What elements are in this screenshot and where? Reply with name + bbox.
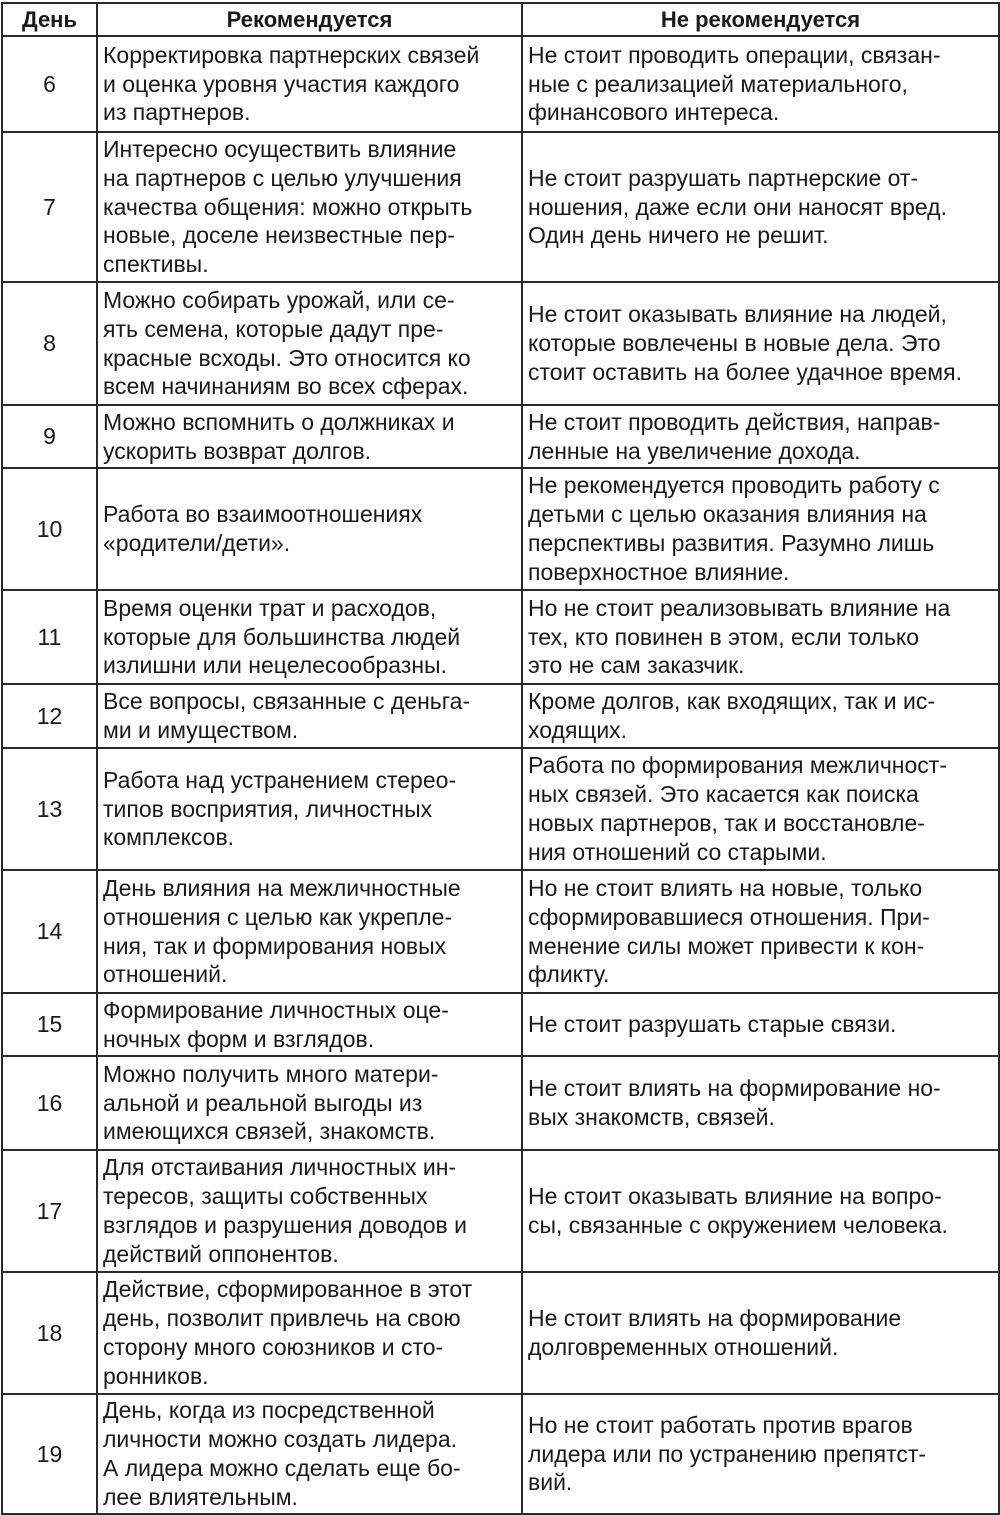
day-cell: 18 (2, 1272, 97, 1394)
table-row (2, 1150, 999, 1272)
not-recommended-cell: Не стоит разрушать старые связи. (522, 993, 999, 1056)
recommended-cell: День, когда из посредственной личности можно создать лидера. А лидера можно сделать еще бо- лее влиятельным. (97, 1394, 522, 1514)
day-cell: 12 (2, 684, 97, 748)
column-header-day: День (2, 3, 97, 36)
not-recommended-cell: Не стоит проводить операции, связан- ные с реализацией материального, финансового интереса. (522, 36, 999, 132)
table-row (2, 1056, 999, 1150)
not-recommended-cell: Не стоит разрушать партнерские от- ношения, даже если они наносят вред. Один день ничего не решит. (522, 132, 999, 282)
recommended-cell: Действие, сформированное в этот день, позволит привлечь на свою сторону много союзников и сто- ронников. (97, 1272, 522, 1394)
table-row (2, 468, 999, 590)
not-recommended-cell: Но не стоит реализовывать влияние на тех, кто повинен в этом, если только это не сам заказчик. (522, 590, 999, 684)
not-recommended-cell: Не стоит влиять на формирование долговременных отношений. (522, 1272, 999, 1394)
table-row (2, 870, 999, 993)
not-recommended-cell: Не стоит оказывать влияние на вопро- сы, связанные с окружением человека. (522, 1150, 999, 1272)
day-cell: 19 (2, 1394, 97, 1514)
not-recommended-cell: Не стоит проводить действия, направ- ленные на увеличение дохода. (522, 405, 999, 468)
recommended-cell: Для отстаивания личностных ин- тересов, защиты собственных взглядов и разрушения доводов и действий оппонентов. (97, 1150, 522, 1272)
day-cell: 9 (2, 405, 97, 468)
table-row (2, 748, 999, 870)
recommended-cell: Корректировка партнерских связей и оценка уровня участия каждого из партнеров. (97, 36, 522, 132)
table-row (2, 1394, 999, 1514)
not-recommended-cell: Работа по формирования межличност- ных связей. Это касается как поиска новых партнеров, так и восстановле- ния отношений со старыми. (522, 748, 999, 870)
day-cell: 7 (2, 132, 97, 282)
table-row (2, 684, 999, 748)
recommended-cell: Время оценки трат и расходов, которые для большинства людей излишни или нецелесообразны. (97, 590, 522, 684)
day-cell: 13 (2, 748, 97, 870)
header-row (2, 3, 999, 36)
day-cell: 17 (2, 1150, 97, 1272)
not-recommended-cell: Кроме долгов, как входящих, так и ис- ходящих. (522, 684, 999, 748)
recommended-cell: Можно вспомнить о должниках и ускорить возврат долгов. (97, 405, 522, 468)
not-recommended-cell: Не стоит оказывать влияние на людей, которые вовлечены в новые дела. Это стоит оставить на более удачное время. (522, 282, 999, 405)
recommendations-table (1, 2, 1000, 1515)
not-recommended-cell: Но не стоит влиять на новые, только сформировавшиеся отношения. При- менение силы может привести к кон- фликту. (522, 870, 999, 993)
recommended-cell: Работа над устранением стерео- типов восприятия, личностных комплексов. (97, 748, 522, 870)
recommended-cell: Интересно осуществить влияние на партнеров с целью улучшения качества общения: можно открыть новые, доселе неизвестные пер- спективы. (97, 132, 522, 282)
recommended-cell: Все вопросы, связанные с деньга- ми и имуществом. (97, 684, 522, 748)
column-header-recommended: Рекомендуется (97, 3, 522, 36)
table-row (2, 132, 999, 282)
not-recommended-cell: Не стоит влиять на формирование но- вых знакомств, связей. (522, 1056, 999, 1150)
day-cell: 11 (2, 590, 97, 684)
table-row (2, 282, 999, 405)
table-row (2, 993, 999, 1056)
day-cell: 10 (2, 468, 97, 590)
recommended-cell: Можно получить много матери- альной и реальной выгоды из имеющихся связей, знакомств. (97, 1056, 522, 1150)
column-header-not-recommended: Не рекомендуется (522, 3, 999, 36)
day-cell: 6 (2, 36, 97, 132)
recommended-cell: Формирование личностных оце- ночных форм и взглядов. (97, 993, 522, 1056)
table-row (2, 590, 999, 684)
not-recommended-cell: Но не стоит работать против врагов лидера или по устранению препятст- вий. (522, 1394, 999, 1514)
recommended-cell: День влияния на межличностные отношения с целью как укрепле- ния, так и формирования новых отношений. (97, 870, 522, 993)
table-row (2, 1272, 999, 1394)
day-cell: 16 (2, 1056, 97, 1150)
recommended-cell: Можно собирать урожай, или се- ять семена, которые дадут пре- красные всходы. Это относится ко всем начинаниям во всех сферах. (97, 282, 522, 405)
day-cell: 15 (2, 993, 97, 1056)
not-recommended-cell: Не рекомендуется проводить работу с детьми с целью оказания влияния на перспективы развития. Разумно лишь поверхностное влияние. (522, 468, 999, 590)
table-row (2, 36, 999, 132)
day-cell: 8 (2, 282, 97, 405)
recommended-cell: Работа во взаимоотношениях «родители/дети». (97, 468, 522, 590)
day-cell: 14 (2, 870, 97, 993)
table-row (2, 405, 999, 468)
